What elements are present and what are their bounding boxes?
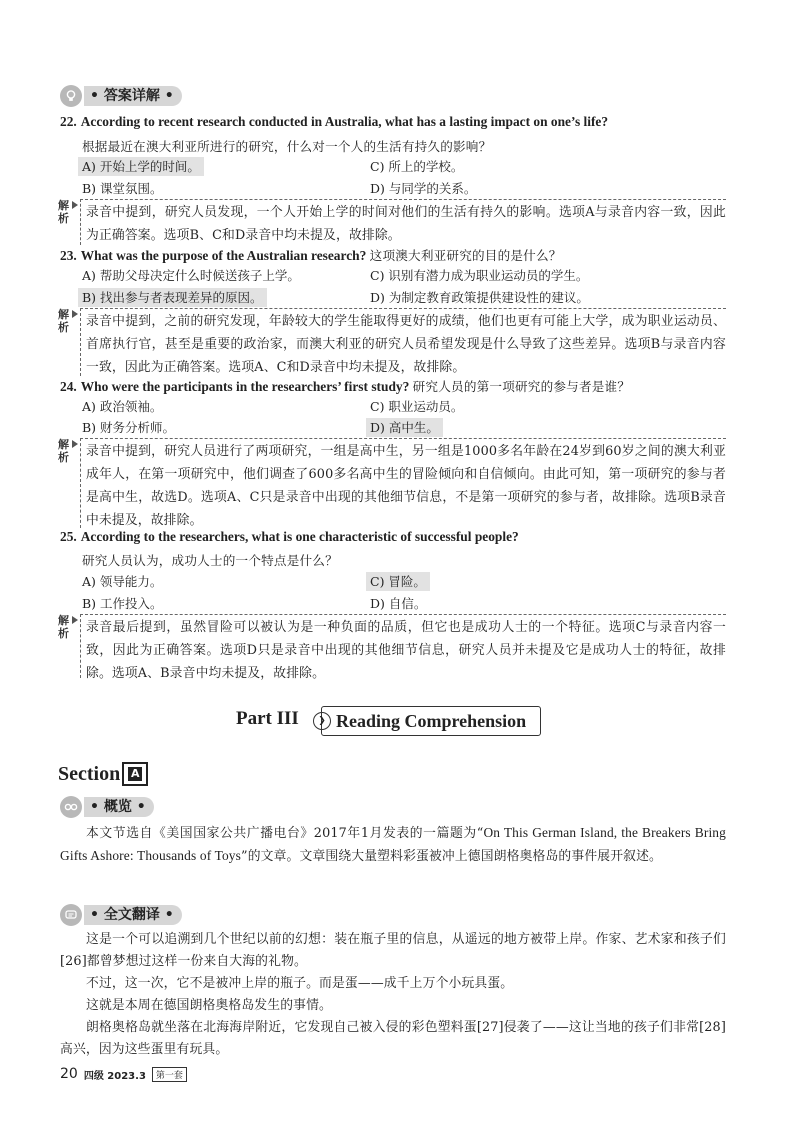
arrow-icon <box>72 616 78 624</box>
analysis-25 <box>58 614 726 681</box>
option-c: C) 冒险。 <box>366 572 430 591</box>
arrow-icon <box>72 310 78 318</box>
option-b: B) 工作投入。 <box>82 596 163 611</box>
option-c: C) 所上的学校。 <box>370 159 464 174</box>
overview-heading-label: • 概览 • <box>84 797 154 817</box>
question-translation: 根据最近在澳大利亚所进行的研究，什么对一个人的生活有持久的影响？ <box>82 139 492 154</box>
overview-paragraph: 本文节选自《美国国家公共广播电台》2017年1月发表的一篇题为“On This German Island, the Breakers Bring Gifts Ashore: Thousands of Toys”的文章。文章围绕大量塑料彩蛋被冲上德国朗格奥格岛的事件展开叙述。 <box>60 825 726 864</box>
set-tag: 第一套 <box>152 1067 187 1082</box>
part-heading <box>0 706 800 736</box>
question-text: Who were the participants in the researchers’ first study? <box>80 379 410 394</box>
analysis-23 <box>58 308 726 376</box>
analysis-label: 解析 <box>58 308 69 334</box>
option-c: C) 识别有潜力成为职业运动员的学生。 <box>370 268 589 283</box>
question-23: 23. What was the purpose of the Australian research? 这项澳大利亚研究的目的是什么？ <box>60 248 562 263</box>
question-translation: 这项澳大利亚研究的目的是什么？ <box>369 248 562 263</box>
analysis-label: 解析 <box>58 199 69 225</box>
question-25: 25. According to the researchers, what is one characteristic of successful people? <box>60 529 519 544</box>
analysis-text: 录音中提到，之前的研究发现，年龄较大的学生能取得更好的成绩，他们也更有可能上大学，成为职业运动员、首席执行官，甚至是重要的政治家，而澳大利亚的研究人员希望发现是什么导致了这些差异。选项B与录音内容一致，因此为正确答案。选项A、C和D录音中均未提及，故排除。 <box>86 314 726 375</box>
analysis-22 <box>58 199 726 245</box>
translation-paragraph-2: 不过，这一次，它不是被冲上岸的瓶子。而是蛋——成千上万个小玩具蛋。 <box>86 976 514 991</box>
option-d: D) 自信。 <box>370 596 427 611</box>
question-text: According to the researchers, what is one characteristic of successful people? <box>80 529 519 544</box>
analysis-text: 录音最后提到，虽然冒险可以被认为是一种负面的品质，但它也是成功人士的一个特征。选项C与录音内容一致，因此为正确答案。选项D只是录音中出现的其他细节信息，研究人员并未提及它是成功人士的特征，故排除。选项A、B录音中均未提及，故排除。 <box>86 620 726 681</box>
section-heading <box>58 762 148 786</box>
analysis-text: 录音中提到，研究人员进行了两项研究，一组是高中生，另一组是1000多名年龄在24岁到60岁之间的澳大利亚成年人，在第一项研究中，他们调查了600多名高中生的冒险倾向和自信倾向。由此可知，第一项研究的参与者是高中生，故选D。选项A、C只是录音中出现的其他细节信息，不是第一项研究的参与者，故排除。选项B录音中未提及，故排除。 <box>86 444 726 528</box>
option-d: D) 为制定教育政策提供建设性的建议。 <box>370 290 589 305</box>
page-number: 20 <box>60 1066 78 1082</box>
chevron-right-icon: ❯ <box>313 712 331 730</box>
translation-heading <box>60 902 182 928</box>
option-c: C) 职业运动员。 <box>370 399 464 414</box>
answers-heading <box>60 83 182 109</box>
option-a: A) 政治领袖。 <box>82 399 163 414</box>
answers-heading-label: • 答案详解 • <box>84 86 182 106</box>
section-badge <box>122 762 148 786</box>
arrow-icon <box>72 440 78 448</box>
question-22: 22. According to recent research conducted in Australia, what has a lasting impact on one’s life? <box>60 114 609 129</box>
analysis-label: 解析 <box>58 438 69 464</box>
translation-paragraph-3: 这就是本周在德国朗格奥格岛发生的事情。 <box>86 998 332 1013</box>
article-title: On This German Island, the Breakers Bring Gifts Ashore: Thousands of Toys <box>60 825 726 863</box>
question-text: What was the purpose of the Australian research? <box>80 248 367 263</box>
option-b: B) 财务分析师。 <box>82 420 176 435</box>
question-translation: 研究人员认为，成功人士的一个特点是什么？ <box>82 553 338 568</box>
part-title: Reading Comprehension <box>321 706 541 736</box>
option-d: D) 高中生。 <box>366 418 443 437</box>
page-footer <box>60 1066 187 1082</box>
section-label: Section <box>58 762 121 785</box>
arrow-icon <box>72 201 78 209</box>
analysis-label: 解析 <box>58 614 69 640</box>
section-letter: A <box>128 767 142 781</box>
part-label: Part III <box>236 708 299 729</box>
lightbulb-icon <box>60 85 82 107</box>
question-translation: 研究人员的第一项研究的参与者是谁？ <box>412 379 631 394</box>
chat-bubble-icon <box>60 904 82 926</box>
translation-heading-label: • 全文翻译 • <box>84 905 182 925</box>
translation-paragraph-4: 朗格奥格岛就坐落在北海海岸附近，它发现自己被入侵的彩色塑料蛋[27]侵袭了——这让当地的孩子们非常[28]高兴，因为这些蛋里有玩具。 <box>60 1020 726 1057</box>
option-a: A) 开始上学的时间。 <box>78 157 204 176</box>
translation-paragraph-1: 这是一个可以追溯到几个世纪以前的幻想：装在瓶子里的信息，从遥远的地方被带上岸。作家、艺术家和孩子们[26]都曾梦想过这样一份来自大海的礼物。 <box>60 932 726 969</box>
option-d: D) 与同学的关系。 <box>370 181 477 196</box>
option-b: B) 找出参与者表现差异的原因。 <box>78 288 267 307</box>
overview-heading <box>60 794 154 820</box>
option-a: A) 领导能力。 <box>82 574 163 589</box>
question-text: According to recent research conducted in Australia, what has a lasting impact on one’s life? <box>80 114 609 129</box>
option-b: B) 课堂氛围。 <box>82 181 163 196</box>
question-24: 24. Who were the participants in the researchers’ first study? 研究人员的第一项研究的参与者是谁？ <box>60 379 631 394</box>
issue-label: 四级 2023.3 <box>83 1070 146 1082</box>
analysis-text: 录音中提到，研究人员发现，一个人开始上学的时间对他们的生活有持久的影响。选项A与录音内容一致，因此为正确答案。选项B、C和D录音中均未提及，故排除。 <box>86 205 726 243</box>
analysis-24 <box>58 438 726 528</box>
option-a: A) 帮助父母决定什么时候送孩子上学。 <box>82 268 300 283</box>
glasses-icon <box>60 796 82 818</box>
